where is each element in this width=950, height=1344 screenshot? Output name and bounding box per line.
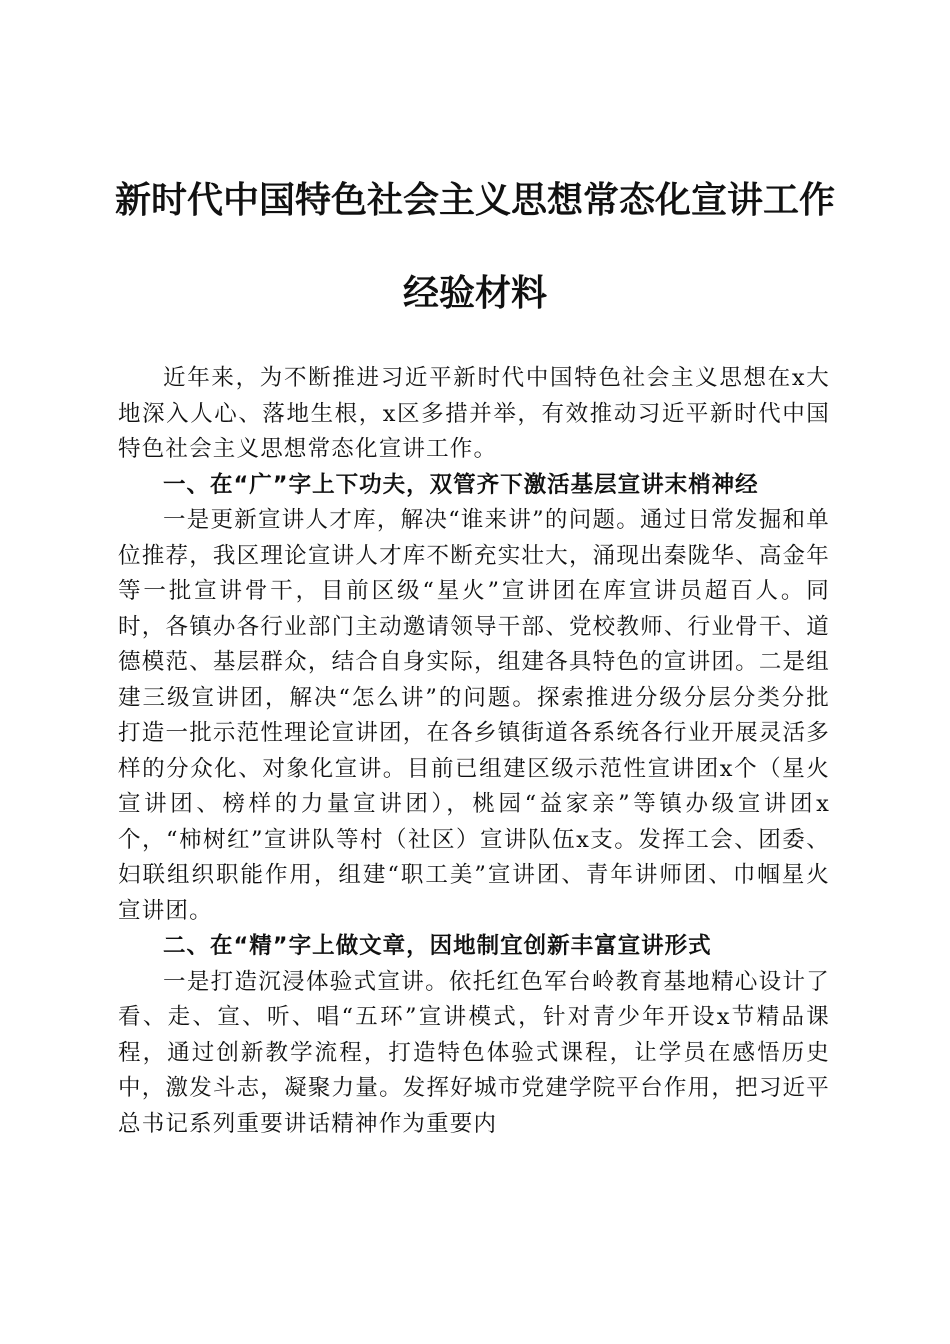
document-title-line-1: 新时代中国特色社会主义思想常态化宣讲工作 (114, 179, 835, 221)
section-heading-2: 二、在“精”字上做文章，因地制宜创新丰富宣讲形式 (163, 933, 712, 959)
intro-paragraph: 近年来，为不断推进习近平新时代中国特色社会主义思想在x大地深入人心、落地生根，x区多措并举，有效推动习近平新时代中国特色社会主义思想常态化宣讲工作。 (118, 365, 830, 462)
document-title-line-2: 经验材料 (402, 272, 547, 314)
document-body (118, 361, 830, 1142)
section-heading-1: 一、在“广”字上下功夫，双管齐下激活基层宣讲末梢神经 (163, 471, 759, 498)
section-1-paragraph: 一是更新宣讲人才库，解决“谁来讲”的问题。通过日常发掘和单位推荐，我区理论宣讲人才库不断充实壮大，涌现出秦陇华、高金年等一批宣讲骨干，目前区级“星火”宣讲团在库宣讲员超百人。同时，各镇办各行业部门主动邀请领导干部、党校教师、行业骨干、道德模范、基层群众，结合自身实际，组建各具特色的宣讲团。二是组建三级宣讲团，解决“怎么讲”的问题。探索推进分级分层分类分批打造一批示范性理论宣讲团，在各乡镇街道各系统各行业开展灵活多样的分众化、对象化宣讲。目前已组建区级示范性宣讲团x个（星火宣讲团、榜样的力量宣讲团），桃园“益家亲”等镇办级宣讲团x个，“柿树红”宣讲队等村（社区）宣讲队伍x支。发挥工会、团委、妇联组织职能作用，组建“职工美”宣讲团、青年讲师团、巾帼星火宣讲团。 (118, 507, 830, 924)
section-2-paragraph: 一是打造沉浸体验式宣讲。依托红色军台岭教育基地精心设计了看、走、宣、听、唱“五环”宣讲模式，针对青少年开设x节精品课程，通过创新教学流程，打造特色体验式课程，让学员在感悟历史中，激发斗志，凝聚力量。发挥好城市党建学院平台作用，把习近平总书记系列重要讲话精神作为重要内 (118, 968, 830, 1137)
